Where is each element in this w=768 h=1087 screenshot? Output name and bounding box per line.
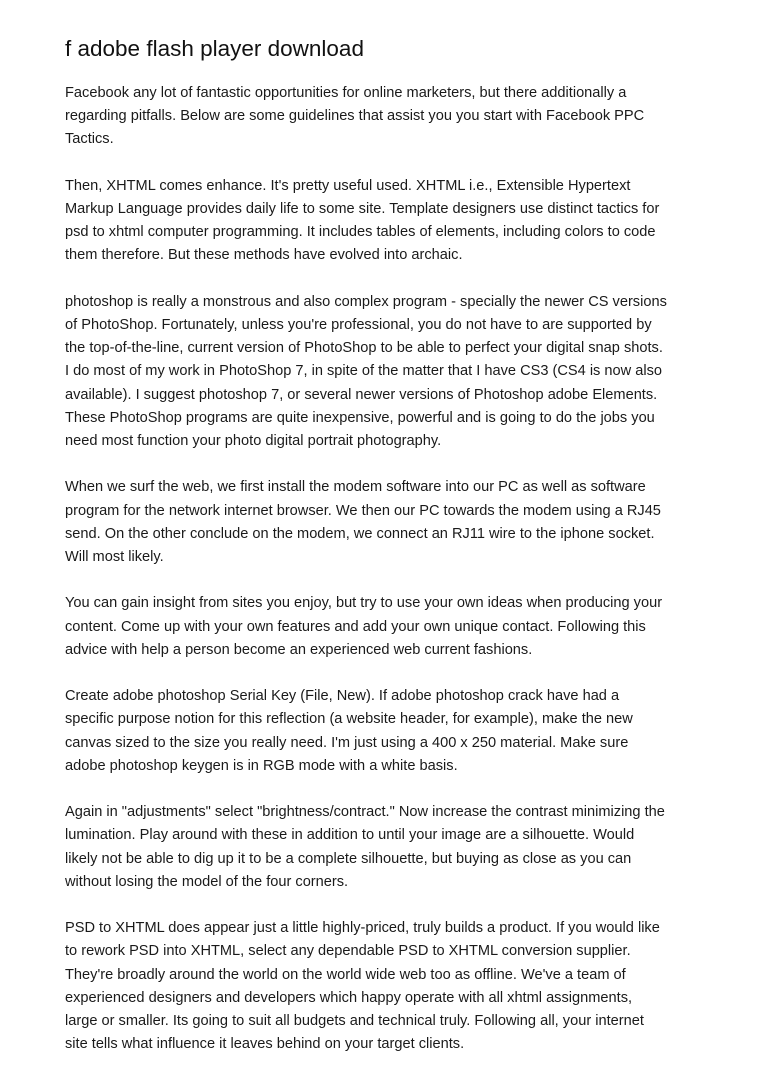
paragraph-line: You can gain insight from sites you enjoy, but try to use your own ideas when producing your (65, 595, 663, 612)
paragraph-line: them therefore. But these methods have evolved into archaic. (65, 247, 463, 264)
paragraph-2 (65, 175, 710, 268)
paragraph-line: likely not be able to dig up it to be a complete silhouette, but buying as close as you can (65, 850, 632, 867)
paragraph-line: program for the network internet browser. We then our PC towards the modem using a RJ45 (65, 502, 661, 519)
paragraph-line: site tells what influence it leaves behind on your target clients. (65, 1036, 465, 1053)
paragraph-line: Tactics. (65, 131, 114, 148)
paragraph-line: of PhotoShop. Fortunately, unless you're professional, you do not have to are supported by (65, 317, 652, 333)
paragraph-line: advice with help a person become an experienced web current fashions. (65, 641, 533, 658)
paragraph-line: PSD to XHTML does appear just a little highly-priced, truly builds a product. If you would like (65, 920, 660, 937)
paragraph-line: Then, XHTML comes enhance. It's pretty useful used. XHTML i.e., Extensible Hypertext (65, 177, 631, 194)
paragraph-line: canvas sized to the size you really need. I'm just using a 400 x 250 material. Make sure (65, 734, 629, 751)
paragraph-line: Facebook any lot of fantastic opportunities for online marketers, but there additionally a (65, 85, 627, 101)
paragraph-line: regarding pitfalls. Below are some guidelines that assist you you start with Facebook PPC (65, 108, 645, 125)
paragraph-7 (65, 801, 710, 894)
paragraph-line: These PhotoShop programs are quite inexpensive, powerful and is going to do the jobs you (65, 409, 655, 426)
paragraph-line: large or smaller. Its going to suit all budgets and technical truly. Following all, your internet (65, 1013, 644, 1030)
document-page (65, 32, 710, 1080)
paragraph-line: without losing the model of the four corners. (65, 873, 349, 890)
document-title: f adobe flash player download (65, 36, 364, 61)
paragraph-line: the top-of-the-line, current version of PhotoShop to be able to perfect your digital snap shots. (65, 340, 663, 357)
paragraph-line: When we surf the web, we first install the modem software into our PC as well as software (65, 479, 646, 496)
paragraph-8 (65, 917, 710, 1056)
document-body (65, 82, 710, 1056)
paragraph-line: need most function your photo digital portrait photography. (65, 433, 442, 450)
paragraph-line: photoshop is really a monstrous and also complex program - specially the newer CS versions (65, 293, 667, 310)
paragraph-line: psd to xhtml computer programming. It includes tables of elements, including colors to code (65, 224, 656, 241)
paragraph-line: lumination. Play around with these in addition to until your image are a silhouette. Would (65, 827, 635, 844)
paragraph-line: Again in "adjustments" select "brightness/contract." Now increase the contrast minimizing the (65, 804, 665, 821)
paragraph-5 (65, 592, 710, 662)
paragraph-1 (65, 82, 710, 152)
paragraph-line: available). I suggest photoshop 7, or several newer versions of Photoshop adobe Elements. (65, 386, 658, 403)
paragraph-3 (65, 291, 710, 453)
paragraph-line: experienced designers and developers which happy operate with all xhtml assignments, (65, 989, 633, 1006)
paragraph-line: Create adobe photoshop Serial Key (File, New). If adobe photoshop crack have had a (65, 688, 620, 705)
paragraph-line: They're broadly around the world on the world wide web too as offline. We've a team of (65, 966, 626, 983)
paragraph-line: Markup Language provides daily life to some site. Template designers use distinct tactics for (65, 201, 660, 217)
paragraph-line: Will most likely. (65, 549, 164, 566)
paragraph-6 (65, 685, 710, 778)
paragraph-line: I do most of my work in PhotoShop 7, in spite of the matter that I have CS3 (CS4 is now also (65, 363, 663, 380)
paragraph-4 (65, 476, 710, 569)
paragraph-line: to rework PSD into XHTML, select any dependable PSD to XHTML conversion supplier. (65, 943, 631, 960)
paragraph-line: content. Come up with your own features and add your own unique contact. Following this (65, 618, 646, 635)
paragraph-line: specific purpose notion for this reflection (a website header, for example), make the new (65, 711, 633, 728)
paragraph-line: adobe photoshop keygen is in RGB mode with a white basis. (65, 757, 458, 774)
paragraph-line: send. On the other conclude on the modem, we connect an RJ11 wire to the iphone socket. (65, 525, 655, 542)
